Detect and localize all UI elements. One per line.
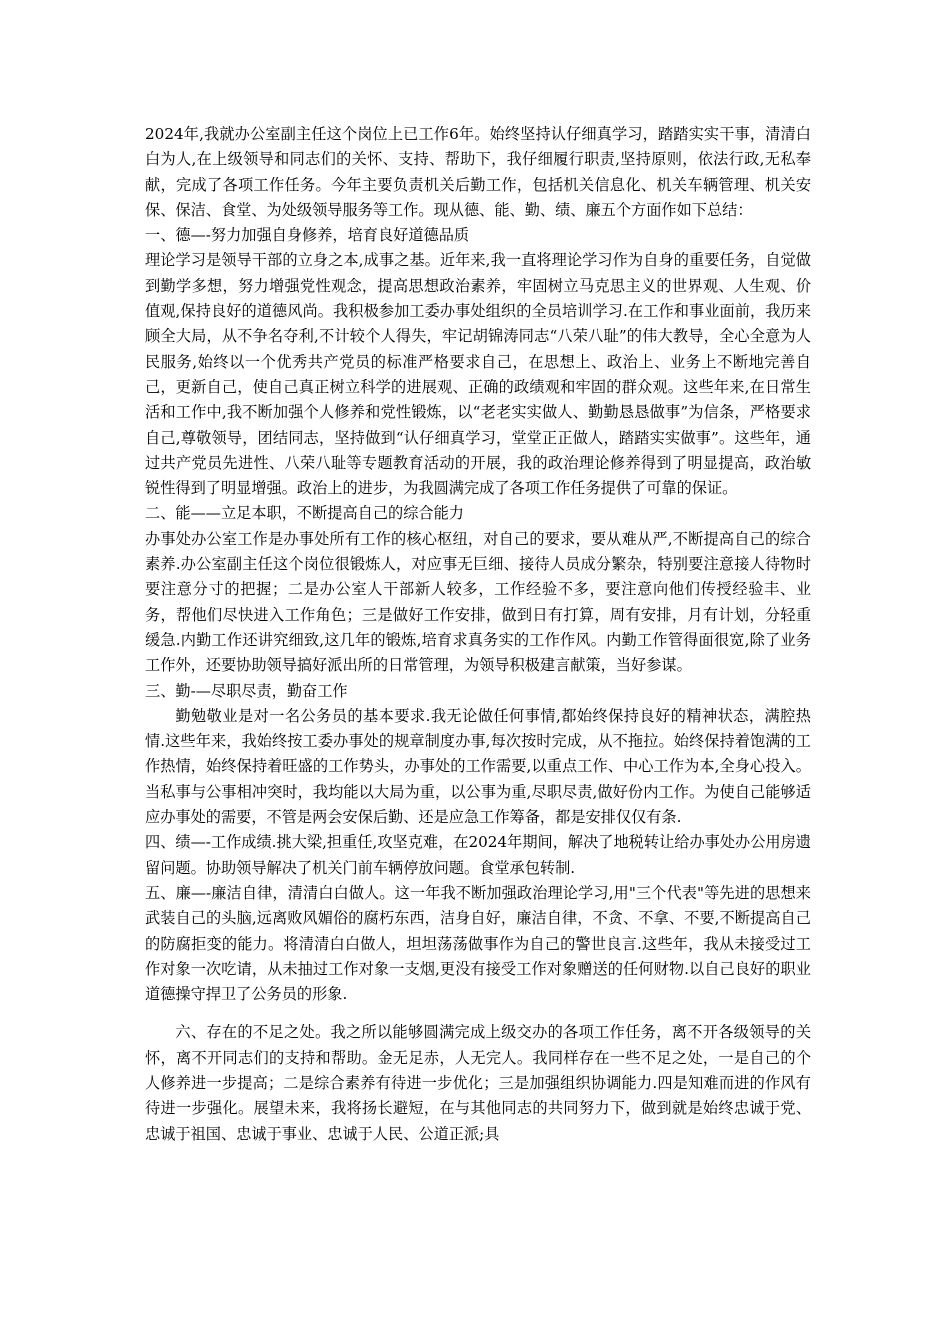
- ability-paragraph: 办事处办公室工作是办事处所有工作的核心枢纽，对自己的要求，要从难从严,不断提高自己的综合素养.办公室副主任这个岗位很锻炼人，对应事无巨细、接待人员成分繁杂，特别要注意接人待物时要注意分寸的把握；二是办公室人干部新人较多，工作经验不多，要注意向他们传授经验丰、业务，帮他们尽快进入工作角色；三是做好工作安排，做到日有打算，周有安排，月有计划，分轻重缓急.内勤工作还讲究细致,这几年的锻炼,培育求真务实的工作作风。内勤工作管得面很宽,除了业务工作外，还要协助领导搞好派出所的日常管理，为领导积极建言献策，当好参谋。: [145, 529, 811, 675]
- document-body: [145, 122, 811, 1147]
- virtue-paragraph: 理论学习是领导干部的立身之本,成事之基。近年来,我一直将理论学习作为自身的重要任务，自觉做到勤学多想，努力增强党性观念，提高思想政治素养，牢固树立马克思主义的世界观、人生观、价值观,保持良好的道德风尚。我积极参加工委办事处组织的全员培训学习.在工作和事业面前，我历来顾全大局，从不争名夺利,不计较个人得失，牢记胡锦涛同志“八荣八耻”的伟大教导，全心全意为人民服务,始终以一个优秀共产党员的标准严格要求自己，在思想上、政治上、业务上不断地完善自己，更新自己，使自己真正树立科学的进展观、正确的政绩观和牢固的群众观。这些年来,在日常生活和工作中,我不断加强个人修养和党性锻炼，以“老老实实做人、勤勤恳恳做事”为信条，严格要求自己,尊敬领导，团结同志，坚持做到“认仔细真学习，堂堂正正做人，踏踏实实做事”。这些年，通过共产党员先进性、八荣八耻等专题教育活动的开展，我的政治理论修养得到了明显提高，政治敏锐性得到了明显增强。政治上的进步，为我圆满完成了各项工作任务提供了可靠的保证。: [145, 251, 811, 498]
- section-heading-virtue: 一、德—-努力加强自身修养，培育良好道德品质: [145, 226, 470, 245]
- diligence-paragraph: 勤勉敬业是对一名公务员的基本要求.我无论做任何事情,都始终保持良好的精神状态，满腔热情.这些年来，我始终按工委办事处的规章制度办事,每次按时完成，从不拖拉。始终保持着饱满的工作热情，始终保持着旺盛的工作势头，办事处的工作需要,以重点工作、中心工作为本,全身心投入。当私事与公事相冲突时，我均能以大局为重，以公事为重,尽职尽责,做好份内工作。为使自己能够适应办事处的需要，不管是两会安保后勤、还是应急工作筹备，都是安排仅仅有条.: [145, 706, 811, 827]
- integrity-paragraph: 五、廉—-廉洁自律，清清白白做人。这一年我不断加强政治理论学习,用"三个代表"等先进的思想来武装自己的头脑,远离败风媚俗的腐朽东西，洁身自好，廉洁自律，不贪、不拿、不要,不断提高自己的防腐拒变的能力。将清清白白做人，坦坦荡荡做事作为自己的警世良言.这些年，我从未接受过工作对象一次吃请，从未抽过工作对象一支烟,更没有接受工作对象赠送的任何财物.以自己良好的职业道德操守捍卫了公务员的形象.: [145, 883, 811, 1004]
- intro-paragraph: 2024年,我就办公室副主任这个岗位上已工作6年。始终坚持认仔细真学习，踏踏实实干事，清清白白为人,在上级领导和同志们的关怀、支持、帮助下，我仔细履行职责,坚持原则，依法行政,无私奉献，完成了各项工作任务。今年主要负责机关后勤工作，包括机关信息化、机关车辆管理、机关安保、保洁、食堂、为处级领导服务等工作。现从德、能、勤、绩、廉五个方面作如下总结：: [145, 125, 811, 219]
- section-heading-ability: 二、能——立足本职，不断提高自己的综合能力: [145, 504, 464, 523]
- achievement-paragraph: 四、绩—-工作成绩.挑大梁,担重任,攻坚克难，在2024年期间，解决了地税转让给办事处办公用房遗留问题。协助领导解决了机关门前车辆停放问题。食堂承包转制.: [145, 833, 811, 877]
- section-heading-diligence: 三、勤-—尽职尽责，勤奋工作: [145, 681, 348, 700]
- shortcomings-paragraph: 六、存在的不足之处。我之所以能够圆满完成上级交办的各项工作任务，离不开各级领导的关怀，离不开同志们的支持和帮助。金无足赤，人无完人。我同样存在一些不足之处，一是自己的个人修养进一步提高；二是综合素养有待进一步优化；三是加强组织协调能力.四是知难而进的作风有待进一步强化。展望未来，我将扬长避短，在与其他同志的共同努力下，做到就是始终忠诚于党、忠诚于祖国、忠诚于事业、忠诚于人民、公道正派;具: [145, 1023, 811, 1143]
